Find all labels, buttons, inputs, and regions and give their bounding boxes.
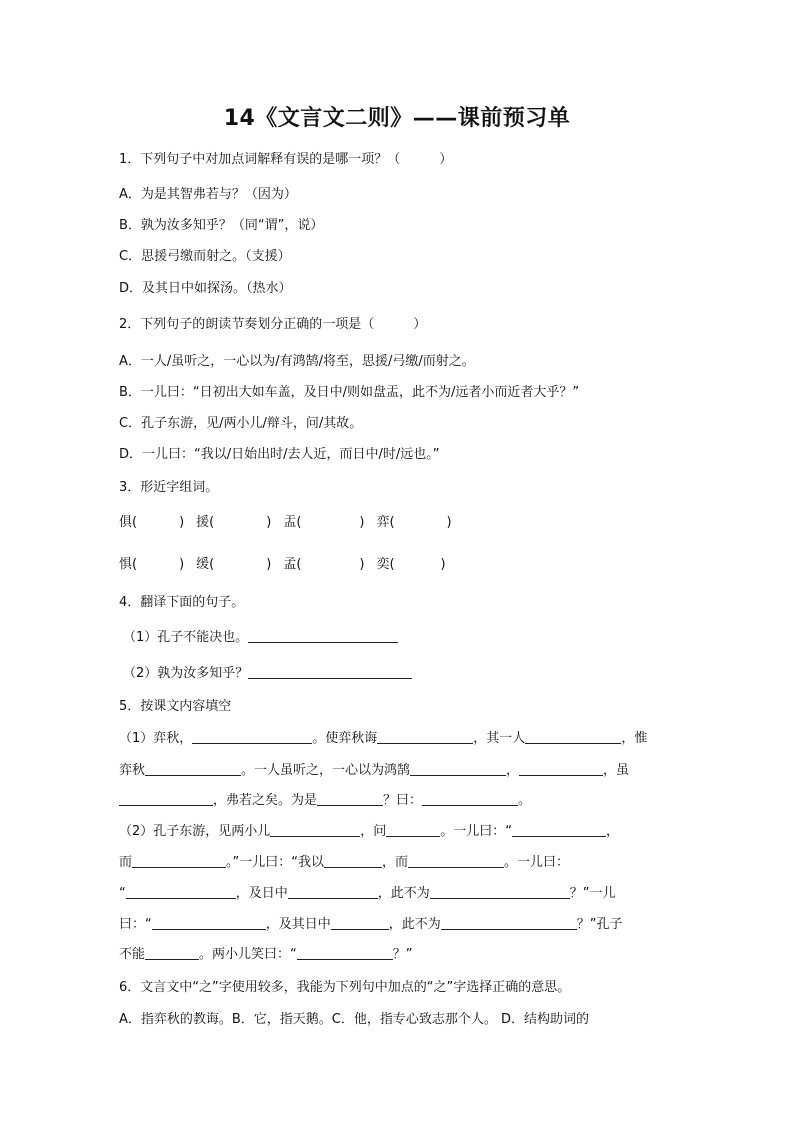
q5-p2-line-1: （2）孔子东游，见两小儿 ，问 。一儿曰：“ ， xyxy=(119,824,620,839)
q1-option-d: D．及其日中如探汤。（热水） xyxy=(119,281,292,296)
word-cell: ) xyxy=(179,515,185,530)
blank-line[interactable] xyxy=(324,853,382,868)
q5-p1-line-3: ，弗若之矣。为是 ？曰： 。 xyxy=(119,791,531,810)
q2-option-d: D．一儿曰：“我以/日始出时/去人近，而日中/时/远也。” xyxy=(119,447,440,462)
word-cell: ) xyxy=(179,557,185,572)
q2-option-a: A．一人/虽听之，一心以为/有鸿鹄/将至，思援/弓缴/而射之。 xyxy=(119,354,475,369)
q3-row-1 xyxy=(119,514,452,532)
word-cell: 弈( xyxy=(376,515,395,530)
blank-line[interactable] xyxy=(386,822,440,837)
q2-stem: 2．下列句子的朗读节奏划分正确的一项是（ ） xyxy=(119,317,427,332)
blank-line[interactable] xyxy=(331,915,389,930)
q4-sentence-1: （1）孔子不能决也。 xyxy=(123,628,398,647)
blank-line[interactable] xyxy=(422,791,518,806)
blank-line[interactable] xyxy=(430,884,570,899)
word-cell: 缓( xyxy=(196,557,215,572)
word-cell: 盂( xyxy=(283,515,302,530)
blank-line[interactable] xyxy=(410,761,506,776)
blank-line[interactable] xyxy=(377,729,473,744)
blank-line[interactable] xyxy=(441,915,577,930)
q1-option-a: A．为是其智弗若与？（因为） xyxy=(119,187,297,202)
word-cell: ) xyxy=(359,557,365,572)
q2-option-c: C．孔子东游，见/两小儿/辩斗，问/其故。 xyxy=(119,416,363,431)
blank-line[interactable] xyxy=(525,729,621,744)
q6-stem: 6．文言文中“之”字使用较多，我能为下列句中加点的“之”字选择正确的意思。 xyxy=(119,980,571,995)
blank-line[interactable] xyxy=(132,853,226,868)
q5-p1-line-1: （1）弈秋， 。使弈秋诲 ，其一人 ，惟 xyxy=(119,731,648,746)
word-cell: ) xyxy=(266,515,272,530)
q1-stem: 1．下列句子中对加点词解释有误的是哪一项？（ ） xyxy=(119,152,453,167)
blank-line[interactable] xyxy=(288,884,378,899)
blank-line[interactable] xyxy=(297,945,393,960)
blank-line[interactable] xyxy=(145,945,199,960)
blank-line[interactable] xyxy=(519,761,603,776)
q4-stem: 4．翻译下面的句子。 xyxy=(119,595,245,610)
blank-line[interactable] xyxy=(408,853,504,868)
page-title: 14《文言文二则》——课前预习单 xyxy=(223,106,571,131)
blank-line[interactable] xyxy=(270,822,360,837)
q6-options: A．指弈秋的教诲。B．它，指天鹅。C．他，指专心致志那个人。 D．结构助词的 xyxy=(119,1012,590,1027)
word-cell: 奕( xyxy=(376,557,395,572)
word-cell: 惧( xyxy=(119,557,138,572)
blank-line[interactable] xyxy=(126,884,236,899)
blank-line[interactable] xyxy=(512,822,606,837)
word-cell: 俱( xyxy=(119,515,138,530)
q4-sentence-2: （2）孰为汝多知乎？ xyxy=(123,664,412,683)
word-cell: ) xyxy=(359,515,365,530)
word-cell: ) xyxy=(266,557,272,572)
blank-line[interactable] xyxy=(317,791,383,806)
q5-p1-line-2: 弈秋 。一人虽听之，一心以为鸿鹄 ， ，虽 xyxy=(119,763,630,778)
q5-p2-line-2: 而 。”一儿曰：“我以 ，而 。一儿曰： xyxy=(119,855,570,870)
q2-option-b: B．一儿曰：“日初出大如车盖，及日中/则如盘盂，此不为/远者小而近者大乎？” xyxy=(119,385,580,400)
word-cell: 援( xyxy=(196,515,215,530)
blank-line[interactable] xyxy=(145,761,241,776)
word-cell: ) xyxy=(440,557,446,572)
q5-p2-line-4: 曰：“ ，及其日中 ，此不为 ？”孔子 xyxy=(119,917,623,932)
q5-stem: 5．按课文内容填空 xyxy=(119,699,232,714)
q3-stem: 3．形近字组词。 xyxy=(119,480,219,495)
blank-line[interactable] xyxy=(119,791,213,806)
word-cell: 孟( xyxy=(283,557,302,572)
word-cell: ) xyxy=(446,515,452,530)
answer-line[interactable] xyxy=(248,628,398,643)
q3-row-2 xyxy=(119,556,446,574)
blank-line[interactable] xyxy=(152,915,266,930)
q1-option-c: C．思援弓缴而射之。（支援） xyxy=(119,249,291,264)
blank-line[interactable] xyxy=(192,729,312,744)
q5-p2-line-5: 不能 。两小儿笑曰：“ ？” xyxy=(119,947,413,962)
q5-p2-line-3: “ ，及日中 ，此不为 ？”一儿 xyxy=(119,886,616,901)
q1-option-b: B．孰为汝多知乎？（同“谓”，说） xyxy=(119,218,324,233)
answer-line[interactable] xyxy=(248,664,412,679)
